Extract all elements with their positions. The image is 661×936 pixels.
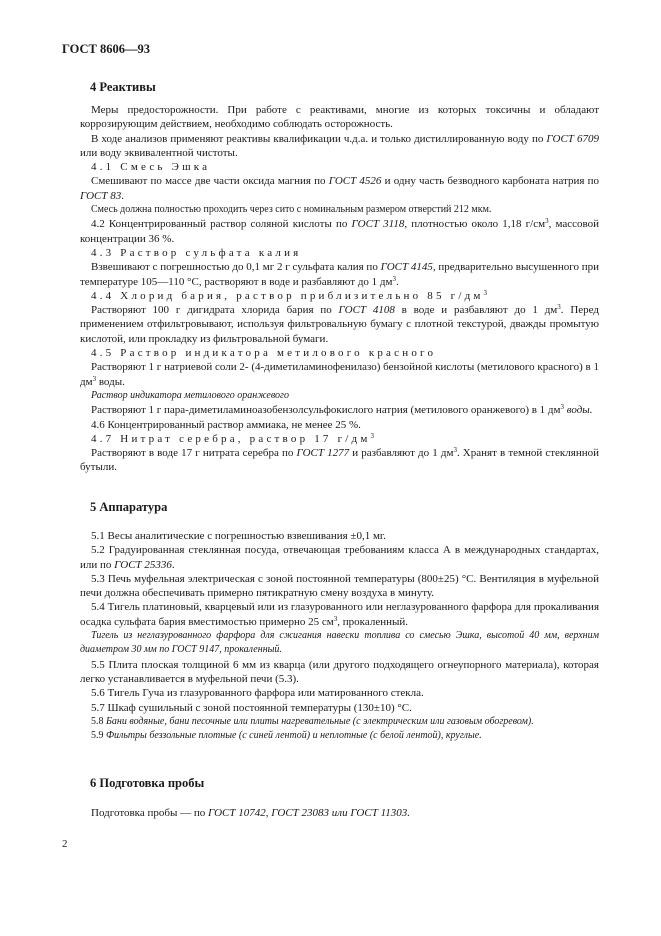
paragraph: Смесь должна полностью проходить через сито с номинальным размером отверстий 212 мкм.: [91, 204, 492, 216]
note: Тигель из неглазурованного фарфора для сжигания навески топлива со смесью Эшка, высотой 40 мм, верхним диаметром 30 мм по ГОСТ 9147, прокаленный.: [80, 630, 599, 656]
paragraph: Растворяют в воде 17 г нитрата серебра по ГОСТ 1277 и разбавляют до 1 $дм^3$. Хранят в темной стеклянной бутыли.: [80, 446, 599, 474]
note-title: Раствор индикатора метилового оранжевого: [91, 389, 289, 401]
paragraph: 5.6 Тигель Гуча из глазурованного фарфора или матированного стекла.: [91, 687, 424, 700]
section-4-body: [80, 103, 599, 475]
paragraph: 4.6 Концентрированный раствор аммиака, не менее 25 %.: [91, 418, 361, 431]
paragraph: 5.8 Бани водяные, бани песочные или плиты нагревательные (с электрическим или газовым обогревом).: [91, 715, 534, 727]
paragraph: 5.5 Плита плоская толщиной 6 мм из кварца (или другого подходящего огнеупорного материала), которая легко устанавливается в муфельной печи (5.3).: [80, 658, 599, 685]
paragraph: 5.1 Весы аналитические с погрешностью взвешивания ±0,1 мг.: [91, 530, 386, 542]
subsection-heading: 4.5 Раствор индикатора метилового красного: [91, 347, 437, 360]
section-4-title: 4 Реактивы: [90, 80, 156, 94]
section-5-title: 5 Аппаратура: [90, 500, 168, 514]
subsection-heading: 4.1 Смесь Эшка: [91, 161, 211, 174]
paragraph: Растворяют 100 г дигидрата хлорида бария по ГОСТ 4108 в воде и разбавляют до 1 $дм^3$. Перед применением отфильтровывают, используя фильтровальную бумагу с плотной текстурой, дважды промытую кислотой, или прокладку из фильтровальной бумаги.: [80, 303, 599, 345]
paragraph: Подготовка пробы — по ГОСТ 10742, ГОСТ 23083 или ГОСТ 11303.: [91, 807, 411, 819]
paragraph: 5.4 Тигель платиновый, кварцевый или из глазурованного или неглазурованного фарфора для прокаливания осадка сульфата бария вместимостью примерно 25 $см^3$, прокаленный.: [80, 601, 599, 628]
section-6-title: 6 Подготовка пробы: [90, 776, 205, 790]
paragraph: 5.3 Печь муфельная электрическая с зоной постоянной температуры (800±25) °С. Вентиляция в муфельной печи должна обеспечивать примерно пятикратную смену воздуха в минуту.: [80, 572, 599, 600]
paragraph: Растворяют 1 г натриевой соли 2- (4-диметиламинофенилазо) бензойной кислоты (метилового красного) в 1 $дм^3$ воды.: [80, 361, 599, 388]
subsection-heading: 4.4 Хлорид бария, раствор приблизительно 85 $г/дм^3$: [91, 288, 491, 302]
paragraph: Смешивают по массе две части оксида магния по ГОСТ 4526 и одну часть безводного карбоната натрия по ГОСТ 83.: [80, 175, 600, 202]
paragraph: Взвешивают с погрешностью до 0,1 мг 2 г сульфата калия по ГОСТ 4145, предварительно высушенного при температуре 105—110 °С, растворяют в воде и разбавляют до 1 $дм^3$.: [80, 261, 599, 288]
paragraph: 5.2 Градуированная стеклянная посуда, отвечающая требованиям класса А в международных стандартах, или по ГОСТ 25336.: [80, 544, 599, 571]
section-6-body: [80, 806, 599, 820]
paragraph: 5.9 Фильтры беззольные плотные (с синей лентой) и неплотные (с белой лентой), круглые.: [91, 730, 482, 742]
page-number: 2: [62, 838, 68, 850]
subsection-heading: 4.3 Раствор сульфата калия: [91, 246, 302, 259]
paragraph: 5.7 Шкаф сушильный с зоной постоянной температуры (130±10) °С.: [91, 701, 412, 714]
document-code: ГОСТ 8606—93: [62, 42, 151, 56]
paragraph: В ходе анализов применяют реактивы квалификации ч.д.а. и только дистиллированную воду по ГОСТ 6709 или воду эквивалентной чистоты.: [80, 132, 599, 159]
subsection-heading: 4.7 Нитрат серебра, раствор 17 $г/дм^3$: [91, 431, 378, 445]
section-5-body: [80, 529, 599, 743]
paragraph: 4.2 Концентрированный раствор соляной кислоты по ГОСТ 3118, плотностью около 1,18 $г/см^3$, массовой концентрации 36 %.: [80, 217, 600, 245]
paragraph: Растворяют 1 г пара-диметиламиноазобензолсульфокислого натрия (метилового оранжевого) в 1 $дм^3$ воды.: [91, 403, 593, 417]
paragraph: Меры предосторожности. При работе с реактивами, многие из которых токсичны и обладают коррозирующим действием, необходимо соблюдать осторожность.: [80, 104, 599, 131]
